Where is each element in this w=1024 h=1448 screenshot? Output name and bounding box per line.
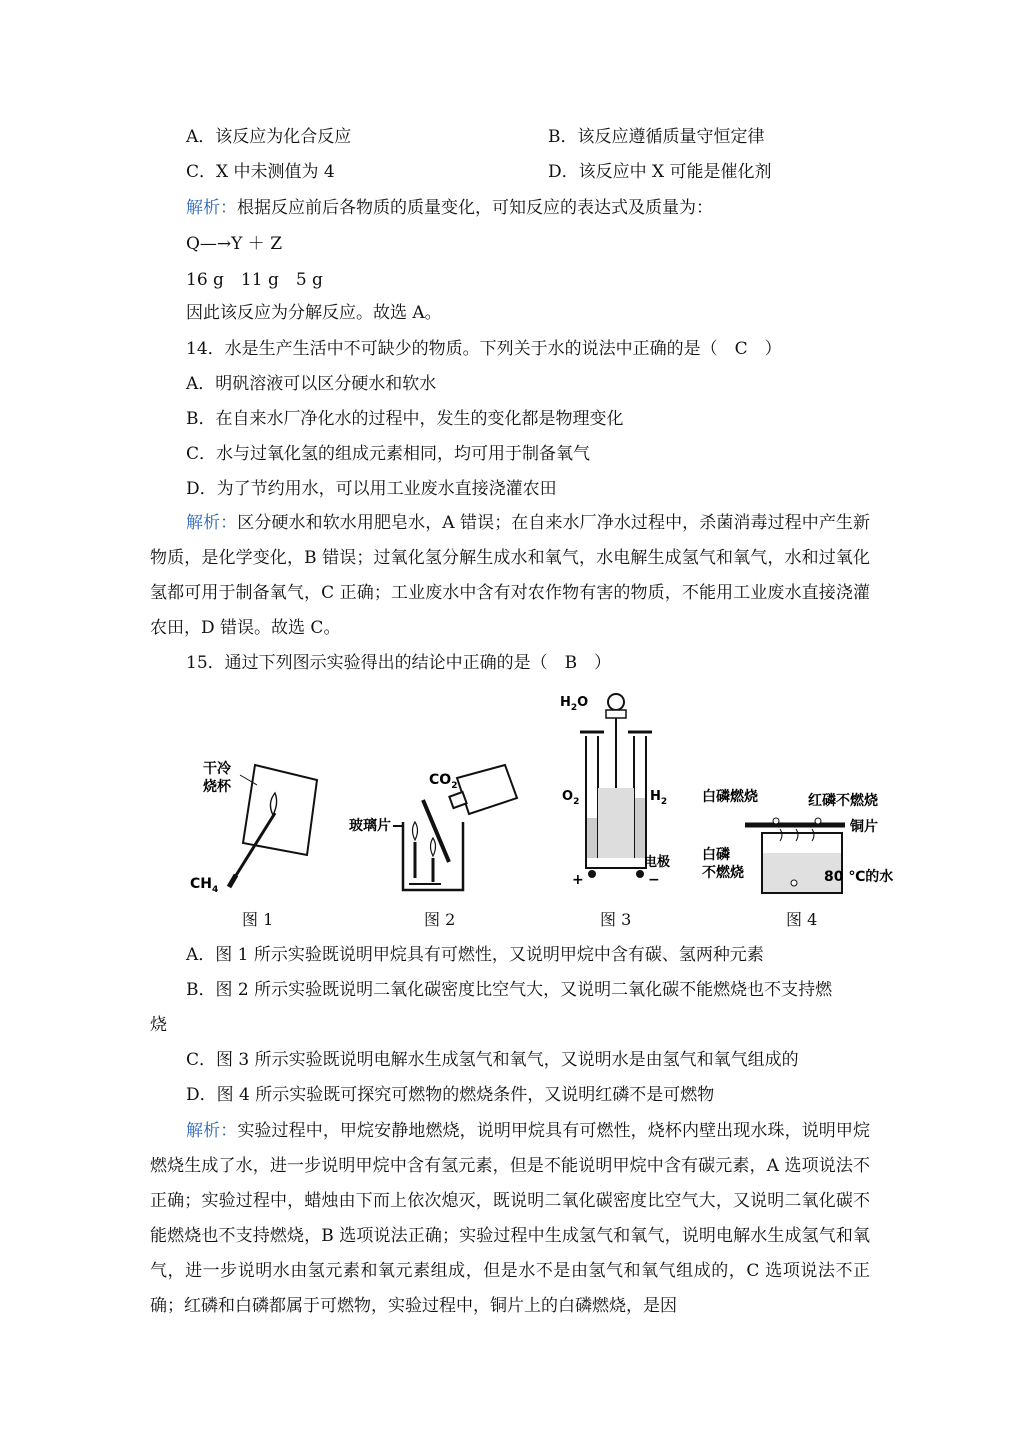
q14-analysis bbox=[150, 506, 870, 646]
q14-analysis-text: 区分硬水和软水用肥皂水，A 错误；在自来水厂净水过程中，杀菌消毒过程中产生新物质，是化学变化，B 错误；过氧化氢分解生成水和氧气，水电解生成氢气和氧气，水和过氧化氢都可用于制备氧气，C 正确；工业废水中含有对农作物有害的物质，不能用工业废水直接浇灌农田，D 错误。故选 C。 bbox=[150, 513, 871, 638]
q15-option-d: D．图 4 所示实验既可探究可燃物的燃烧条件，又说明红磷不是可燃物 bbox=[186, 1085, 715, 1105]
q13-masses: 16 g 11 g 5 g bbox=[186, 270, 323, 290]
fig1-caption: 图 1 bbox=[242, 910, 274, 929]
q15-option-a: A．图 1 所示实验既说明甲烷具有可燃性，又说明甲烷中含有碳、氢两种元素 bbox=[186, 945, 764, 965]
fig4-caption: 图 4 bbox=[786, 910, 818, 929]
fig3-electrode: 电极 bbox=[644, 855, 671, 870]
q13-option-a: A．该反应为化合反应 bbox=[186, 127, 352, 147]
q15-option-b: B．图 2 所示实验既说明二氧化碳密度比空气大，又说明二氧化碳不能燃烧也不支持燃 bbox=[186, 980, 833, 1000]
fig1-gas: $CH_4$ bbox=[190, 876, 219, 895]
q14-option-d: D．为了节约用水，可以用工业废水直接浇灌农田 bbox=[186, 479, 557, 499]
q13-option-c: C．X 中未测值为 4 bbox=[186, 162, 335, 182]
analysis-label: 解析： bbox=[186, 1121, 238, 1141]
fig3-o2: $O_2$ bbox=[562, 789, 580, 807]
fig4-water: 80 ℃的水 bbox=[824, 869, 894, 885]
fig3-caption: 图 3 bbox=[600, 910, 632, 929]
fig2-gas: $CO_2$ bbox=[429, 772, 458, 791]
q13-option-d: D．该反应中 X 可能是催化剂 bbox=[548, 162, 772, 182]
fig2-glass-label: 玻璃片 bbox=[349, 818, 391, 834]
fig4-white-p-2: 不燃烧 bbox=[702, 865, 744, 881]
figure-2 bbox=[345, 760, 525, 900]
q13-option-b: B．该反应遵循质量守恒定律 bbox=[548, 127, 765, 147]
analysis-label: 解析： bbox=[186, 198, 237, 218]
fig4-white-p-1: 白磷 bbox=[702, 847, 730, 863]
fig4-white-burn: 白磷燃烧 bbox=[702, 789, 758, 805]
fig4-copper: 铜片 bbox=[850, 819, 878, 835]
figure-1 bbox=[185, 755, 330, 905]
fig1-label-1: 干冷 bbox=[203, 761, 231, 777]
q13-conclusion: 因此该反应为分解反应。故选 A。 bbox=[186, 303, 442, 323]
q14-option-c: C．水与过氧化氢的组成元素相同，均可用于制备氧气 bbox=[186, 444, 591, 464]
fig4-red-no-burn: 红磷不燃烧 bbox=[808, 793, 878, 809]
q15-option-b-cont: 烧 bbox=[150, 1015, 167, 1035]
analysis-label: 解析： bbox=[186, 513, 238, 533]
q15-option-c: C．图 3 所示实验既说明电解水生成氢气和氧气，又说明水是由氢气和氧气组成的 bbox=[186, 1050, 799, 1070]
fig3-plus: + bbox=[572, 872, 584, 888]
figure-3 bbox=[558, 688, 678, 903]
q14-option-a: A．明矾溶液可以区分硬水和软水 bbox=[186, 374, 437, 394]
fig3-h2: $H_2$ bbox=[650, 789, 668, 807]
fig3-water: $H_2O$ bbox=[560, 695, 589, 713]
q15-analysis bbox=[150, 1114, 870, 1324]
q13-equation: Q—→Y ＋ Z bbox=[186, 234, 283, 254]
q15-stem: 15．通过下列图示实验得出的结论中正确的是（ B ） bbox=[186, 653, 612, 673]
fig1-label-2: 烧杯 bbox=[203, 779, 231, 795]
q13-analysis bbox=[186, 197, 713, 219]
fig2-caption: 图 2 bbox=[424, 910, 456, 929]
fig3-minus: − bbox=[648, 872, 660, 888]
q14-option-b: B．在自来水厂净化水的过程中，发生的变化都是物理变化 bbox=[186, 409, 624, 429]
figure-4 bbox=[700, 785, 910, 903]
q14-stem: 14．水是生产生活中不可缺少的物质。下列关于水的说法中正确的是（ C ） bbox=[186, 339, 782, 359]
q15-analysis-text: 实验过程中，甲烷安静地燃烧，说明甲烷具有可燃性，烧杯内壁出现水珠，说明甲烷燃烧生成了水，进一步说明甲烷中含有氢元素，但是不能说明甲烷中含有碳元素，A 选项说法不正确；实验过程中，蜡烛由下而上依次熄灭，既说明二氧化碳密度比空气大，又说明二氧化碳不能燃烧也不支持燃烧，B 选项说法正确；实验过程中生成氢气和氧气，说明电解水生成氢气和氧气，进一步说明水由氢元素和氧元素组成，但是水不是由氢气和氧气组成的，C 选项说法不正确；红磷和白磷都属于可燃物，实验过程中，铜片上的白磷燃烧，是因 bbox=[150, 1121, 871, 1316]
q13-analysis-intro: 根据反应前后各物质的质量变化，可知反应的表达式及质量为： bbox=[237, 198, 713, 218]
